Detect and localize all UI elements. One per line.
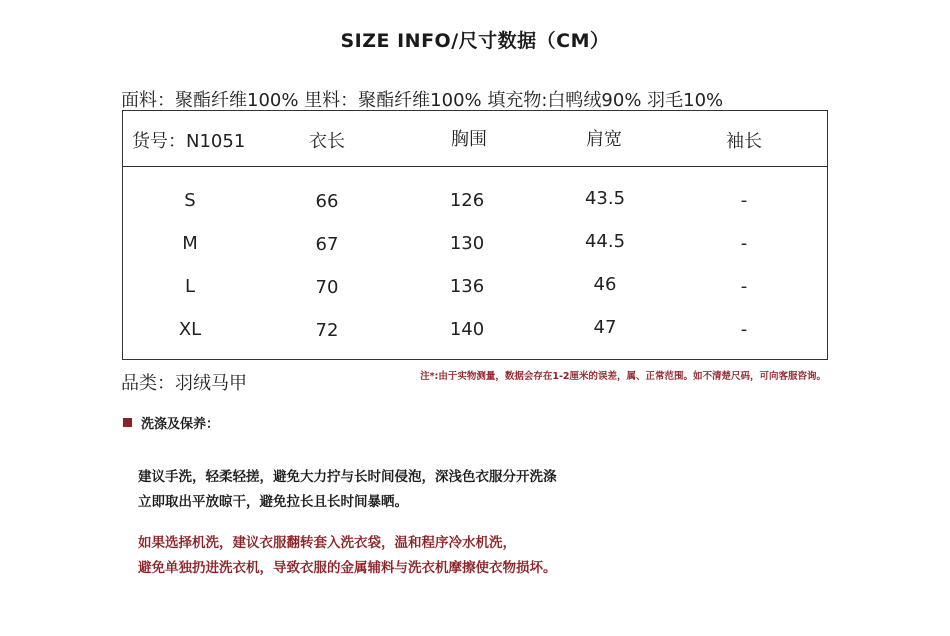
table-cell-shoulder: 44.5	[584, 231, 626, 252]
table-cell-size: XL	[178, 319, 202, 340]
square-bullet-icon	[123, 418, 132, 427]
size-table	[122, 110, 828, 360]
header-chest: 胸围	[451, 129, 487, 150]
care-instruction-line: 立即取出平放晾干，避免拉长且长时间暴晒。	[138, 494, 408, 510]
table-cell-length: 70	[315, 277, 339, 298]
table-cell-chest: 126	[449, 190, 485, 211]
table-cell-sleeve: -	[740, 276, 748, 297]
measurement-note: 注*:由于实物测量，数据会存在1-2厘米的误差，属、正常范围。如不清楚尺码，可向客服咨询。	[420, 371, 826, 382]
header-item-number: 货号：N1051	[132, 131, 246, 152]
product-category: 品类：羽绒马甲	[121, 373, 247, 394]
care-heading-label: 洗涤及保养：	[141, 417, 220, 432]
care-warning-line: 避免单独扔进洗衣机，导致衣服的金属辅料与洗衣机摩擦使衣物损坏。	[138, 560, 557, 576]
table-cell-size: S	[184, 190, 196, 211]
header-divider	[123, 166, 827, 167]
table-cell-chest: 136	[449, 276, 485, 297]
header-length: 衣长	[309, 131, 345, 152]
table-cell-sleeve: -	[740, 190, 748, 211]
header-shoulder: 肩宽	[586, 129, 622, 150]
table-cell-shoulder: 46	[593, 274, 617, 295]
care-instruction-line: 建议手洗，轻柔轻搓，避免大力拧与长时间侵泡，深浅色衣服分开洗涤	[138, 469, 557, 485]
table-cell-length: 67	[315, 234, 339, 255]
table-cell-length: 72	[315, 320, 339, 341]
table-cell-length: 66	[315, 191, 339, 212]
table-cell-chest: 130	[449, 233, 485, 254]
page-title: SIZE INFO/尺寸数据（CM）	[340, 30, 610, 52]
table-cell-sleeve: -	[740, 319, 748, 340]
care-heading	[123, 413, 219, 432]
header-sleeve: 袖长	[726, 131, 762, 152]
material-info: 面料：聚酯纤维100% 里料：聚酯纤维100% 填充物:白鸭绒90% 羽毛10%	[121, 90, 724, 111]
care-warning-line: 如果选择机洗，建议衣服翻转套入洗衣袋，温和程序冷水机洗，	[138, 535, 516, 551]
table-cell-chest: 140	[449, 319, 485, 340]
table-cell-shoulder: 43.5	[584, 188, 626, 209]
table-cell-size: L	[184, 276, 196, 297]
table-cell-sleeve: -	[740, 233, 748, 254]
table-cell-shoulder: 47	[593, 317, 617, 338]
table-cell-size: M	[182, 233, 198, 254]
